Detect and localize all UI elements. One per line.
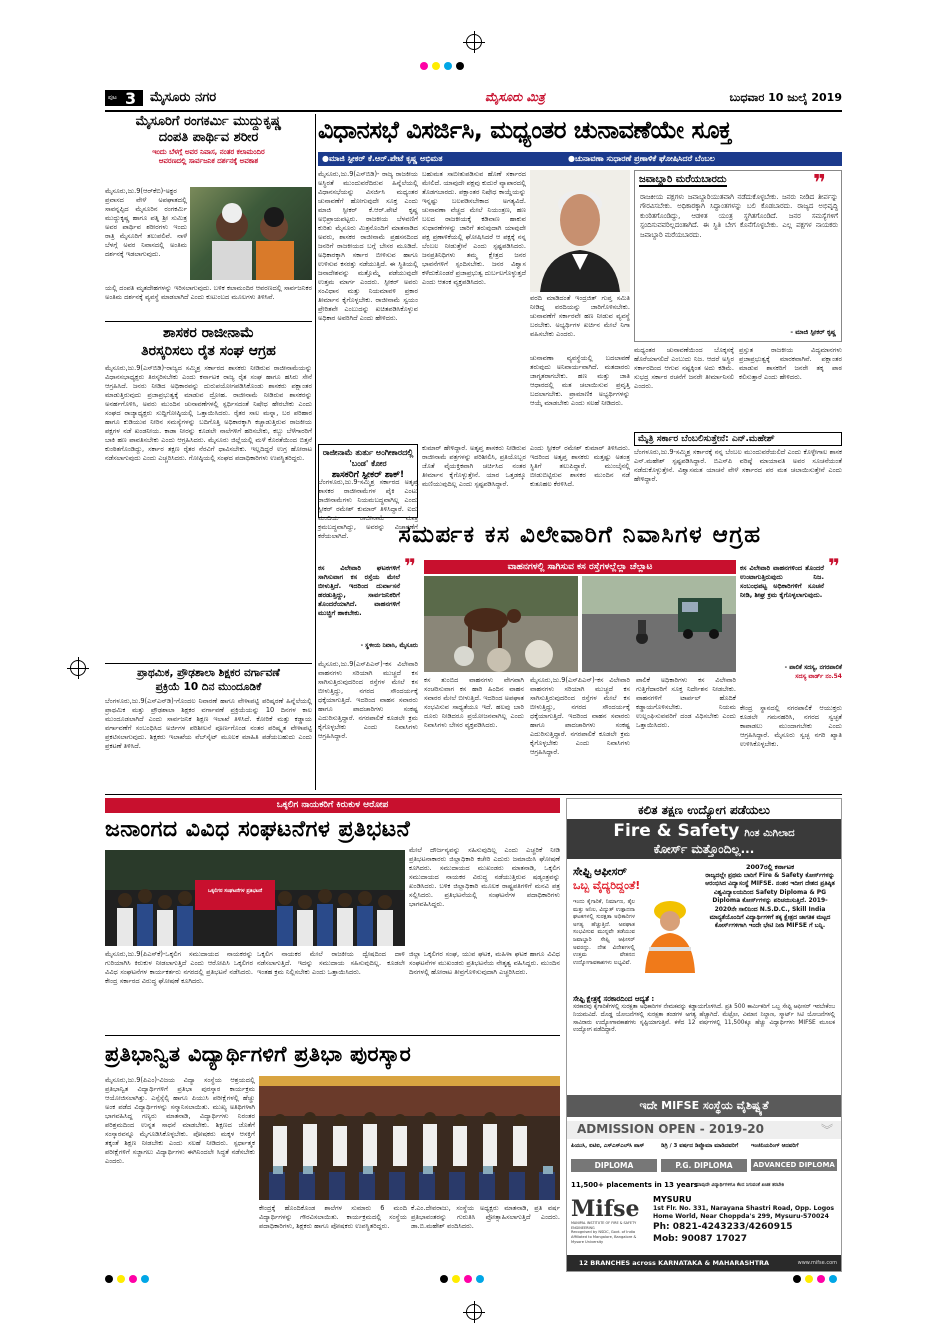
ad-branches: 12 BRANCHES across KARNATAKA & MAHARASHTRA [578, 1259, 770, 1267]
divider [105, 1035, 560, 1036]
ad-safety-officer-image [637, 895, 703, 973]
garbage-photo-left [424, 576, 578, 672]
ad-officer-line-1: ಸೇಫ್ಟಿ ಆಫೀಸರ್ [573, 865, 627, 878]
mahesh-body: ಬೆಂಗಳೂರು,ಜು.9-ಸಮ್ಮಿಶ್ರ ಸರ್ಕಾರಕ್ಕೆ ನನ್ನ ಬೆಂಬಲ ಮುಂದುವರೆಯಲಿದೆ ಎಂದು ಕೊಳ್ಳೇಗಾಲ ಶಾಸಕ ಎನ್.ಮಹೇಶ್ ಸ್ಪಷ್ಟಪಡಿಸಿದ್ದಾರೆ. ಬಿಎಸ್‌ಪಿ ವರಿಷ್ಠೆ ಮಾಯಾವತಿ ಅವರ ಸೂಚನೆಯಂತೆ ನಡೆದುಕೊಳ್ಳುತ್ತೇನೆ. ವಿಶ್ವಾಸಮತ ಯಾಚನೆ ವೇಳೆ ಸರ್ಕಾರದ ಪರ ಮತ ಚಲಾಯಿಸುತ್ತೇನೆ ಎಂದು ಹೇಳಿದ್ದಾರೆ. [634, 448, 842, 483]
ad-course-pg-label: P.G. DIPLOMA [661, 1159, 747, 1172]
teachers-headline-2: ಪ್ರಕ್ರಿಯೆ 10 ದಿನ ಮುಂದೂಡಿಕೆ [155, 681, 262, 693]
lead-sub-2: ●ಚುನಾವಣಾ ಸುಧಾರಣೆ ಪ್ರಣಾಳಿಕೆ ಘೋಷಿಸಿದರೆ ಬೆಂಬಲ [568, 154, 715, 163]
ad-top-line: ಕಲಿತ ತಕ್ಷಣ ಉದ್ಯೋಗ ಪಡೆಯಲು [638, 803, 770, 817]
garbage-story [318, 520, 842, 792]
chevron-down-icon: ︾ [820, 1123, 833, 1137]
farmers-headline-2: ತಿರಸ್ಕರಿಸಲು ರೈತ ಸಂಘ ಆಗ್ರಹ [141, 343, 276, 359]
quote-mark-icon: ❞ [828, 554, 840, 578]
couple-photo-art [190, 187, 312, 280]
quote-box-attribution: - ಮಾಜಿ ಸ್ಪೀಕರ್ ಕೃಷ್ಣ [790, 328, 836, 336]
ad-course-pg-diploma[interactable] [661, 1143, 747, 1177]
mifse-logo [571, 1197, 649, 1251]
page-label: ಪುಟ [108, 94, 117, 101]
color-bar-bottom-mid [440, 1275, 488, 1283]
ad-placements-row [571, 1181, 837, 1193]
teachers-headline-1: ಪ್ರಾಥಮಿಕ, ಪ್ರೌಢಶಾಲಾ ಶಿಕ್ಷಕರ ವರ್ಗಾವಣೆ [137, 667, 280, 679]
obituary-body-2: ಯಲ್ಲಿ ದಂಪತಿ ಮೃತದೇಹಗಳನ್ನು ಇರಿಸಲಾಗುವುದು. ಬಳಿಕ ಕಲಾಮಂದಿರ ಆವರಣದಲ್ಲಿ ಸಾರ್ವಜನಿಕರ ಅಂತಿಮ ದರ್ಶನಕ್ಕೆ ವ್ಯವಸ್ಥೆ ಮಾಡಲಾಗಿದೆ ಎಂದು ಕುಟುಂಬದ ಮೂಲಗಳು ತಿಳಿಸಿವೆ. [105, 284, 312, 301]
mahesh-headline: ಮೈತ್ರಿ ಸರ್ಕಾರ ಬೆಂಬಲಿಸುತ್ತೇನೆ: ಎನ್.ಮಹೇಶ್ [634, 432, 842, 446]
protest-kicker: ಒಕ್ಕಲಿಗ ನಾಯಕರಿಗೆ ಕಿರುಕುಳ ಆರೋಪ [276, 800, 389, 810]
column-rule [315, 114, 316, 790]
ad-course-pg-head: ಡಿಗ್ರಿ / 3 ವರ್ಷದ ಡಿಪ್ಲೊಮಾ ಮಾಡಿದವರಿಗೆ [661, 1143, 739, 1149]
garbage-right-quote-text: ಕಸ ವಿಲೇವಾರಿ ವಾಹನಗಳಿಂದ ತೊಂದರೆ ಉಂಟಾಗುತ್ತಿರುವುದು ನಿಜ. ಸಂಬಂಧಪಟ್ಟ ಅಧಿಕಾರಿಗಳಿಗೆ ಸೂಚನೆ ನೀಡಿ, ಶೀಘ್ರ ಕ್ರಮ ಕೈಗೊಳ್ಳಲಾಗುವುದು. [740, 564, 824, 599]
mifse-logo-note-1: Recognised by NSDC, Govt. of India [571, 1230, 636, 1234]
ad-course-advanced-head: ಇಂಜಿನಿಯರಿಂಗ್ ಆದವರಿಗೆ [751, 1143, 799, 1149]
mahesh-box [634, 432, 842, 518]
ad-right-text: ರಾಜ್ಯದಲ್ಲೇ ಪ್ರಥಮ ಬಾರಿಗೆ Fire & Safety ಕೋರ್ಸ್‌ಗಳನ್ನು ಆರಂಭಿಸಿದ ವಿದ್ಯಾಸಂಸ್ಥೆ MIFSE. ನಂತರ ಇದೀಗ ದೇಶದ ಪ್ರತಿಷ್ಠಿತ ವಿಶ್ವವಿದ್ಯಾಲಯದಿಂದ Safety Diploma & PG Diploma ಕೋರ್ಸ್‌ಗಳನ್ನು ಪರಿಚಯಿಸುತ್ತಿದೆ. 2019-2020ನೇ ಸಾಲಿನಿಂದ N.S.D.C., Skill India ಮಾನ್ಯತೆಯೊಂದಿಗೆ ವಿದ್ಯಾರ್ಥಿಗಳಿಗೆ ತಕ್ಕ ಕ್ಷೇತ್ರದ ಜಾಗತಿಕ ಮಟ್ಟದ ಕೋರ್ಸ್‌ಗಳಿಗಾಗಿ ಇಂದೇ ಭೇಟಿ ನೀಡಿ MIFSE ಗೆ ಬನ್ನಿ. [705, 872, 835, 930]
ad-website[interactable]: www.mifse.com [797, 1260, 837, 1266]
speaker-box-title: ರಾಜೀನಾಮೆ ತುರ್ತು ಅಂಗೀಕಾರದಲ್ಲಿ 'ಬಂಡ' ಕೋರ [322, 448, 414, 468]
obituary-body-1: ಮೈಸೂರು,ಜು.9(ಆರ್‌ಕೆಬಿ)-ಅಕ್ಟರ ಪ್ರವಾಸದ ವೇಳೆ ಅಪಘಾತದಲ್ಲಿ ಸಾವನ್ನಪ್ಪಿದ ಮೈಸೂರಿನ ರಂಗಕರ್ಮಿ ಮುದ್ದುಕೃಷ್ಣ ಹಾಗೂ ಪತ್ನಿ ಶ್ರೀ ಸುಮಿತ್ರ ಅವರ ಪಾರ್ಥಿವ ಶರೀರಗಳು ಇಂದು ರಾತ್ರಿ ಮೈಸೂರಿಗೆ ತಲುಪಲಿವೆ. ನಾಳೆ ಬೆಳಗ್ಗೆ ಅವರ ನಿವಾಸದಲ್ಲಿ ಅಂತಿಮ ದರ್ಶನಕ್ಕೆ ಇಡಲಾಗುವುದು. [105, 187, 187, 258]
garbage-right-quote [740, 554, 842, 700]
ad-headline-row-2: ಕೋರ್ಸ್ ಮತ್ತೊಂದಿಲ್ಲ... [653, 842, 755, 856]
ad-headline-row-1 [567, 821, 841, 841]
garbage-truck-photo-art [582, 576, 736, 672]
ad-admission-text: ADMISSION OPEN - 2019-20 [577, 1122, 764, 1136]
garbage-body-far-right: ಕೇಂದ್ರ ಸ್ಥಾನದಲ್ಲಿ ನಗರಪಾಲಿಕೆ ಆಯುಕ್ತರು ಕೂಡಲೇ ಗಮನಹರಿಸಿ, ನಗರದ ಸ್ವಚ್ಛತೆ ಕಾಪಾಡಲು ಮುಂದಾಗಬೇಕು ಎಂದು ಆಗ್ರಹಿಸಿದ್ದಾರೆ. ಮೈಸೂರು ಸ್ವಚ್ಛ ನಗರಿ ಖ್ಯಾತಿ ಉಳಿಸಿಕೊಳ್ಳಬೇಕು. [740, 704, 842, 748]
award-headline: ಪ್ರತಿಭಾನ್ವಿತ ವಿದ್ಯಾರ್ಥಿಗಳಿಗೆ ಪ್ರತಿಭಾ ಪುರಸ್ಕಾರ [105, 1042, 412, 1066]
ad-headline-band [567, 819, 841, 859]
cow-garbage-photo-art [424, 576, 578, 672]
ad-course-diploma-head: ಪಿಯುಸಿ, ಐಟಿಐ, ಎಸ್ಎಸ್ಎಲ್‌ಸಿ ಪಾಸ್ [571, 1143, 645, 1149]
protest-kicker-bar [105, 798, 560, 813]
ad-phone[interactable]: Ph: 0821-4243233/4260915 [653, 1222, 793, 1232]
award-body-left: ಮೈಸೂರು,ಜು.9(ಪಿಎಂ)-ವಿಜಯ ವಿದ್ಯಾ ಸಂಸ್ಥೆಯ ಆಶ್ರಯದಲ್ಲಿ ಪ್ರತಿಭಾನ್ವಿತ ವಿದ್ಯಾರ್ಥಿಗಳಿಗೆ ಪ್ರತಿಭಾ ಪುರಸ್ಕಾರ ಕಾರ್ಯಕ್ರಮ ಆಯೋಜಿಸಲಾಗಿತ್ತು. ಎಸ್ಸೆಸ್ಸೆಲ್ಸಿ ಹಾಗೂ ಪಿಯುಸಿ ಪರೀಕ್ಷೆಗಳಲ್ಲಿ ಹೆಚ್ಚು ಅಂಕ ಪಡೆದ ವಿದ್ಯಾರ್ಥಿಗಳನ್ನು ಸನ್ಮಾನಿಸಲಾಯಿತು. ಮುಖ್ಯ ಅತಿಥಿಗಳಾಗಿ ಭಾಗವಹಿಸಿದ್ದ ಗಣ್ಯರು ಮಾತನಾಡಿ, ವಿದ್ಯಾರ್ಥಿಗಳು ನಿರಂತರ ಪರಿಶ್ರಮದಿಂದ ಉನ್ನತ ಸಾಧನೆ ಮಾಡಬೇಕು. ಶಿಕ್ಷಣದ ಜೊತೆಗೆ ಸಂಸ್ಕಾರವನ್ನೂ ಮೈಗೂಡಿಸಿಕೊಳ್ಳಬೇಕು. ಪೋಷಕರು ಮಕ್ಕಳ ಆಸಕ್ತಿಗೆ ತಕ್ಕಂತೆ ಶಿಕ್ಷಣ ನೀಡಬೇಕು ಎಂದು ಸಲಹೆ ನೀಡಿದರು. ಸ್ಪರ್ಧಾತ್ಮಕ ಪರೀಕ್ಷೆಗಳಿಗೆ ಸಜ್ಜಾಗಲು ವಿದ್ಯಾರ್ಥಿಗಳು ಈಗಿನಿಂದಲೇ ಸಿದ್ಧತೆ ನಡೆಸಬೇಕು ಎಂದರು. [105, 1076, 255, 1165]
page-number-badge [105, 90, 143, 106]
quote-mark-icon: ❞ [813, 171, 826, 196]
ad-address-2: Home World, Near Choppda's 299, Mysuru-570024 [653, 1213, 829, 1220]
safety-officer-art [637, 895, 703, 973]
garbage-headline: ಸಮರ್ಪಕ ಕಸ ವಿಲೇವಾರಿಗೆ ನಿವಾಸಿಗಳ ಆಗ್ರಹ [398, 522, 762, 548]
divider [105, 321, 312, 322]
quote-box [634, 170, 842, 342]
lead-photo-caption: ವರದಿ ಮಾಡಿದಂತೆ ಇಂದ್ರಜಿತ್ ಗುಪ್ತ ಸಮಿತಿ ನೀಡಿದ್ದ ವರದಿಯನ್ನು ಜಾರಿಗೊಳಿಸಬೇಕು. ಚುನಾವಣೆಗೆ ಸರ್ಕಾರವೇ ಹಣ ನೀಡುವ ವ್ಯವಸ್ಥೆ ಬರಬೇಕು. ಅಭ್ಯರ್ಥಿಗಳ ಖರ್ಚಿನ ಮೇಲೆ ನಿಗಾ ವಹಿಸಬೇಕು ಎಂದರು. [530, 294, 630, 338]
protest-headline: ಜನಾಂಗದ ವಿವಿಧ ಸಂಘಟನೆಗಳ ಪ್ರತಿಭಟನೆ [105, 817, 411, 842]
ad-course-diploma-label: DIPLOMA [571, 1159, 657, 1172]
speaker-box-sub: ಶಾಸಕರಿಗೆ ಸ್ಪೀಕರ್ ಶಾಕ್! [331, 470, 405, 480]
ad-mobile[interactable]: Mob: 90087 17027 [653, 1234, 748, 1244]
ad-feature-banner-text: ಇದೇ MIFSE ಸಂಸ್ಥೆಯ ವೈಶಿಷ್ಟ್ಯತೆ [639, 1099, 769, 1112]
garbage-right-quote-attr-2: ಸದಸ್ಯ ವಾರ್ಡ್ ನಂ.54 [795, 673, 842, 680]
protest-body-mid: ಒಕ್ಕಲಿಗ ನಾಯಕರ ಮೇಲೆ ರಾಜಕೀಯ ದ್ವೇಷದಿಂದ ದಾಳಿ ನಡೆಸಲಾಗುತ್ತಿದೆ. ಇದನ್ನು ಸಮುದಾಯ ಸಹಿಸುವುದಿಲ್ಲ. ಕೂಡಲೇ ಇಂತಹ ಕ್ರಮ ನಿಲ್ಲಿಸಬೇಕು ಎಂದು ಒತ್ತಾಯಿಸಿದರು. [257, 950, 405, 976]
quote-box-text: ರಾಜಕೀಯ ಪಕ್ಷಗಳು ಜವಾಬ್ದಾರಿಯುತವಾಗಿ ನಡೆದುಕೊಳ್ಳಬೇಕು. ಜನರು ನೀಡಿದ ತೀರ್ಪನ್ನು ಗೌರವಿಸಬೇಕು. ಅಧಿಕಾರಕ್ಕಾಗಿ ಸಿದ್ಧಾಂತಗಳನ್ನು ಬಲಿ ಕೊಡಬಾರದು. ರಾಜ್ಯದ ಅಭಿವೃದ್ಧಿ ಕುಂಠಿತಗೊಂಡಿದ್ದು, ಆಡಳಿತ ಯಂತ್ರ ಸ್ಥಗಿತಗೊಂಡಿದೆ. ಜನರ ಸಮಸ್ಯೆಗಳಿಗೆ ಸ್ಪಂದಿಸುವವರಿಲ್ಲದಂತಾಗಿದೆ. ಈ ಸ್ಥಿತಿ ಬೇಗ ಕೊನೆಗೊಳ್ಳಬೇಕು. ಎಲ್ಲ ಪಕ್ಷಗಳ ನಾಯಕರು ಜವಾಬ್ದಾರಿ ಮರೆಯಬಾರದು. [640, 193, 838, 239]
masthead-rule [105, 110, 842, 112]
ad-right-panel [705, 863, 835, 993]
speaker-portrait [530, 170, 630, 292]
garbage-photo-banner [424, 560, 736, 574]
lead-headline: ವಿಧಾನಸಭೆ ವಿಸರ್ಜಿಸಿ, ಮಧ್ಯಂತರ ಚುನಾವಣೆಯೇ ಸೂಕ್ತ [318, 116, 732, 144]
teachers-story [105, 666, 312, 792]
ad-city: MYSURU [653, 1195, 692, 1204]
obituary-sub-1: ಇಂದು ಬೆಳಗ್ಗೆ ಅವರ ನಿವಾಸ, ನಂತರ ಕಲಾಮಂದಿರ [152, 148, 265, 156]
ad-admission-bar[interactable] [567, 1121, 841, 1139]
protest-banner-text: ಒಕ್ಕಲಿಗರ ಸಂಘಟನೆಗಳ ಪ್ರತಿಭಟನೆ [207, 888, 263, 894]
quote-box-label: ಜವಾಬ್ದಾರಿ ಮರೆಯಬಾರದು [639, 174, 727, 185]
ad-right-head: 2007ರಲ್ಲಿ ಕರ್ನಾಟಕ [745, 863, 795, 871]
issue-date: ಬುಧವಾರ 10 ಜುಲೈ 2019 [729, 91, 842, 104]
page-number: 3 [125, 89, 137, 108]
award-photo-art [259, 1076, 560, 1200]
lead-col-4: ಮಧ್ಯಂತರ ಚುನಾವಣೆಯಿಂದ ಬೊಕ್ಕಸಕ್ಕೆ ಹೊರೆಯಾಗಲಿದೆ ಎಂಬುದು ನಿಜ. ಆದರೆ ಅಸ್ಥಿರ ಸರ್ಕಾರದಿಂದ ಆಗುವ ನಷ್ಟಕ್ಕಿಂತ ಅದು ಕಡಿಮೆ. ಸುಭದ್ರ ಸರ್ಕಾರ ರಚನೆಗೆ ಜನರೇ ತೀರ್ಮಾನಿಸಲಿ ಎಂದರು. [634, 346, 734, 390]
protest-body-top: ಮೇಲೆ ದೌರ್ಜನ್ಯವನ್ನು ಸಹಿಸುವುದಿಲ್ಲ ಎಂದು ಎಚ್ಚರಿಕೆ ನೀಡಿ ಪ್ರತಿಭಟನಾಕಾರರು ಜಿಲ್ಲಾಧಿಕಾರಿ ಕಚೇರಿ ಎದುರು ಜಮಾಯಿಸಿ ಘೋಷಣೆ ಕೂಗಿದರು. ಸಮುದಾಯದ ಮುಖಂಡರು ಮಾತನಾಡಿ, ಒಕ್ಕಲಿಗ ಸಮುದಾಯದ ನಾಯಕರ ವಿರುದ್ಧ ನಡೆಯುತ್ತಿರುವ ಷಡ್ಯಂತ್ರವನ್ನು ಖಂಡಿಸಿದರು. ಬಳಿಕ ಜಿಲ್ಲಾಧಿಕಾರಿ ಮೂಲಕ ರಾಷ್ಟ್ರಪತಿಗಳಿಗೆ ಮನವಿ ಪತ್ರ ಸಲ್ಲಿಸಿದರು. ಪ್ರತಿಭಟನೆಯಲ್ಲಿ ಸಂಘಟನೆಗಳ ಪದಾಧಿಕಾರಿಗಳು ಭಾಗವಹಿಸಿದ್ದರು. [409, 846, 560, 908]
award-photo [259, 1076, 560, 1200]
award-story [105, 1038, 560, 1270]
protest-body-left: ಮೈಸೂರು,ಜು.9(ಪಿಎಸ್‌ಕೆ)-ಒಕ್ಕಲಿಗ ಸಮುದಾಯದ ನಾಯಕರನ್ನು ಗುರಿಯಾಗಿಸಿ ಕಿರುಕುಳ ನೀಡಲಾಗುತ್ತಿದೆ ಎಂದು ಆರೋಪಿಸಿ ಒಕ್ಕಲಿಗರ ವಿವಿಧ ಸಂಘಟನೆಗಳ ಕಾರ್ಯಕರ್ತರು ನಗರದಲ್ಲಿ ಪ್ರತಿಭಟನೆ ನಡೆಸಿದರು. ಕೇಂದ್ರ ಸರ್ಕಾರದ ವಿರುದ್ಧ ಘೋಷಣೆ ಕೂಗಿದರು. [105, 950, 253, 985]
farmers-body: ಮೈಸೂರು,ಜು.9(ಎಸ್‌ಬಿಡಿ)-ರಾಜ್ಯದ ಸಮ್ಮಿಶ್ರ ಸರ್ಕಾರದ ಶಾಸಕರು ನೀಡಿರುವ ರಾಜೀನಾಮೆಯನ್ನು ವಿಧಾನಸಭಾಧ್ಯಕ್ಷರು ತಿರಸ್ಕರಿಸಬೇಕು ಎಂದು ಕರ್ನಾಟಕ ರಾಜ್ಯ ರೈತ ಸಂಘ ಹಾಗೂ ಹಸಿರು ಸೇನೆ ಆಗ್ರಹಿಸಿದೆ. ಜನರು ನೀಡಿದ ಅಧಿಕಾರವನ್ನು ದುರುಪಯೋಗಪಡಿಸಿಕೊಂಡು ಶಾಸಕರು ಪಕ್ಷಾಂತರ ಮಾಡುತ್ತಿರುವುದು ಪ್ರಜಾಪ್ರಭುತ್ವಕ್ಕೆ ಮಾಡುವ ದ್ರೋಹ. ರಾಜೀನಾಮೆ ನೀಡಿರುವ ಶಾಸಕರನ್ನು ಅನರ್ಹಗೊಳಿಸಿ, ಅವರು ಮುಂದಿನ ಚುನಾವಣೆಗಳಲ್ಲಿ ಸ್ಪರ್ಧಿಸದಂತೆ ನಿಷೇಧ ಹೇರಬೇಕು ಎಂದು ಸಂಘದ ರಾಜ್ಯಾಧ್ಯಕ್ಷರು ಸುದ್ದಿಗೋಷ್ಠಿಯಲ್ಲಿ ಒತ್ತಾಯಿಸಿದರು. ರೈತರ ಸಾಲ ಮನ್ನಾ, ಬರ ಪರಿಹಾರ ಹಾಗೂ ಕುಡಿಯುವ ನೀರಿನ ಸಮಸ್ಯೆಗಳನ್ನು ಬದಿಗೊತ್ತಿ ಅಧಿಕಾರಕ್ಕಾಗಿ ಕಚ್ಚಾಡುತ್ತಿರುವ ರಾಜಕೀಯ ಪಕ್ಷಗಳ ನಡೆ ಖಂಡನೀಯ. ಕಾಡಾ ನೀರನ್ನು ಕೂಡಲೇ ನಾಲೆಗಳಿಗೆ ಹರಿಸಬೇಕು, ಕಬ್ಬು ಬೆಳೆಗಾರರಿಗೆ ಬಾಕಿ ಹಣ ಪಾವತಿಸಬೇಕು ಎಂದು ಆಗ್ರಹಿಸಿದರು. ಮೈಸೂರು ಜಿಲ್ಲೆಯಲ್ಲಿ ಮಳೆ ಕೊರತೆಯಿಂದ ಬಿತ್ತನೆ ಕುಂಠಿತಗೊಂಡಿದ್ದು, ಸರ್ಕಾರ ತಕ್ಷಣ ರೈತರ ನೆರವಿಗೆ ಧಾವಿಸಬೇಕು. ಇಲ್ಲದಿದ್ದರೆ ಉಗ್ರ ಹೋರಾಟ ನಡೆಸಲಾಗುವುದು ಎಂದು ಎಚ್ಚರಿಸಿದರು. ಗೋಷ್ಠಿಯಲ್ಲಿ ಸಂಘದ ಪದಾಧಿಕಾರಿಗಳು ಉಪಸ್ಥಿತರಿದ್ದರು. [105, 364, 312, 462]
section-title: ಮೈಸೂರು ನಗರ [150, 90, 217, 105]
ad-course-advanced-diploma[interactable] [751, 1143, 837, 1177]
speaker-box-body-visible: ಬೆಂಗಳೂರು,ಜು.9-ಸಮ್ಮಿಶ್ರ ಸರ್ಕಾರದ ಅತೃಪ್ತ ಶಾಸಕರ ರಾಜೀನಾಮೆಗಳ ಪೈಕಿ ಎಂಟು ರಾಜೀನಾಮೆಗಳು ನಿಯಮಬದ್ಧವಾಗಿಲ್ಲ ಎಂದು ಸ್ಪೀಕರ್ ರಮೇಶ್ ಕುಮಾರ್ ತಿಳಿಸಿದ್ದಾರೆ. ಐದು ಮಂದಿಯ ರಾಜೀನಾಮೆ ಮಾತ್ರ ಕ್ರಮಬದ್ಧವಾಗಿದ್ದು, ಅವರನ್ನು ವಿಚಾರಣೆಗೆ ಕರೆಯಲಾಗಿದೆ. [318, 478, 418, 540]
color-bar-bottom-right [793, 1275, 841, 1283]
farmers-story [105, 324, 312, 662]
mifse-logo-sub: MANIPAL INSTITUTE OF FIRE & SAFETY ENGINEERING [571, 1221, 637, 1230]
ad-left-text: ಇಂದು ಕೈಗಾರಿಕೆ, ನಿರ್ಮಾಣ, ತೈಲ ಮತ್ತು ಅನಿಲ, ವಿದ್ಯುತ್ ಉತ್ಪಾದನಾ ಘಟಕಗಳಲ್ಲಿ ಸುರಕ್ಷತಾ ಅಧಿಕಾರಿಗಳ ಅಗತ್ಯ ಹೆಚ್ಚುತ್ತಿದೆ. ಅಪಘಾತ ಸಂಭವಿಸುವ ಮುನ್ನವೇ ತಡೆಯುವ ಜವಾಬ್ದಾರಿ ಸೇಫ್ಟಿ ಆಫೀಸರ್ ಅವರದ್ದು. ದೇಶ ವಿದೇಶಗಳಲ್ಲಿ ಉತ್ತಮ ವೇತನದ ಉದ್ಯೋಗಾವಕಾಶಗಳು ಲಭ್ಯವಿವೆ. [573, 899, 635, 966]
ad-branches-bar [567, 1255, 841, 1271]
obituary-headline-2: ದಂಪತಿ ಪಾರ್ಥಿವ ಶರೀರ [158, 130, 259, 145]
lead-sub-bar [318, 152, 842, 166]
paper-name: ಮೈಸೂರು ಮಿತ್ರ [485, 90, 545, 104]
color-bar-top [420, 62, 500, 70]
mifse-logo-note-2: Affiliated to Mangalore, Bangalore & Mysore University [571, 1235, 637, 1244]
masthead [105, 88, 842, 108]
ad-feature-head: ಸೇಫ್ಟಿ ಕ್ಷೇತ್ರಕ್ಕೆ ಸರಕಾರದಿಂದ ಆದ್ಯತೆ : [573, 995, 655, 1003]
divider [105, 663, 312, 664]
mifse-advertisement[interactable] [566, 798, 842, 1272]
garbage-body-left: ಮೈಸೂರು,ಜು.9(ಎಸ್‌ಪಿಎನ್)-ಕಸ ವಿಲೇವಾರಿ ವಾಹನಗಳು ಸರಿಯಾಗಿ ಮುಚ್ಚದೆ ಕಸ ಸಾಗಿಸುತ್ತಿರುವುದರಿಂದ ರಸ್ತೆಗಳ ಮೇಲೆ ಕಸ ಬೀಳುತ್ತಿದ್ದು, ನಗರದ ಸೌಂದರ್ಯಕ್ಕೆ ಧಕ್ಕೆಯಾಗುತ್ತಿದೆ. ಇದರಿಂದ ವಾಹನ ಸವಾರರು ಹಾಗೂ ಪಾದಚಾರಿಗಳು ಸಂಕಷ್ಟ ಎದುರಿಸುತ್ತಿದ್ದಾರೆ. ನಗರಪಾಲಿಕೆ ಕೂಡಲೇ ಕ್ರಮ ಕೈಗೊಳ್ಳಬೇಕು ಎಂದು ನಿವಾಸಿಗಳು ಆಗ್ರಹಿಸಿದ್ದಾರೆ. [318, 660, 418, 740]
garbage-left-quote-text: ಕಸ ವಿಲೇವಾರಿ ಘಟಕಗಳಿಗೆ ಸಾಗಿಸುವಾಗ ಕಸ ರಸ್ತೆಯ ಮೇಲೆ ಬೀಳುತ್ತಿದೆ. ಇದರಿಂದ ದುರ್ವಾಸನೆ ಹರಡುತ್ತಿದ್ದು, ಸಾರ್ವಜನಿಕರಿಗೆ ತೊಂದರೆಯಾಗಿದೆ. ವಾಹನಗಳಿಗೆ ಮುಚ್ಚಿಗೆ ಹಾಕಬೇಕು. [318, 564, 400, 617]
lead-col-7: ಎಂದು ಸ್ಪೀಕರ್ ರಮೇಶ್ ಕುಮಾರ್ ತಿಳಿಸಿದರು. ಇದರಿಂದ ಅತೃಪ್ತ ಶಾಸಕರು ಮತ್ತಷ್ಟು ಅತಂತ್ರ ಸ್ಥಿತಿಗೆ ತಲುಪಿದ್ದಾರೆ. ಮುಂಬೈನಲ್ಲಿ ಬೀಡುಬಿಟ್ಟಿರುವ ಶಾಸಕರ ಮುಂದಿನ ನಡೆ ಕುತೂಹಲ ಕೆರಳಿಸಿದೆ. [530, 444, 630, 488]
protest-photo-art [105, 850, 405, 946]
obituary-story [105, 114, 312, 320]
garbage-body-mid: ಕಸ ತುಂಬಿದ ವಾಹನಗಳು ವೇಗವಾಗಿ ಸಂಚರಿಸುವಾಗ ಕಸ ಹಾರಿ ಹಿಂದಿನ ವಾಹನ ಸವಾರರ ಮೇಲೆ ಬೀಳುತ್ತಿದೆ. ಇದರಿಂದ ಅಪಘಾತ ಸಂಭವಿಸುವ ಸಾಧ್ಯತೆಯೂ ಇದೆ. ಹಲವು ಬಾರಿ ದೂರು ನೀಡಿದರೂ ಪ್ರಯೋಜನವಾಗಿಲ್ಲ ಎಂದು ನಿವಾಸಿಗಳು ಬೇಸರ ವ್ಯಕ್ತಪಡಿಸಿದರು. [424, 676, 524, 729]
lead-col-5: ಪ್ರಸ್ತುತ ರಾಜಕೀಯ ವಿದ್ಯಮಾನಗಳು ಪ್ರಜಾಪ್ರಭುತ್ವಕ್ಕೆ ಮಾರಕವಾಗಿವೆ. ಪಕ್ಷಾಂತರ ಮಾಡುವ ಶಾಸಕರಿಗೆ ಜನರೇ ತಕ್ಕ ಪಾಠ ಕಲಿಸುತ್ತಾರೆ ಎಂದು ಹೇಳಿದರು. [739, 346, 842, 381]
ad-feature-text: ಸರಕಾರವು ಕೈಗಾರಿಕೆಗಳಲ್ಲಿ ಸುರಕ್ಷತಾ ಅಧಿಕಾರಿಗಳ ನೇಮಕವನ್ನು ಕಡ್ಡಾಯಗೊಳಿಸಿದೆ. ಪ್ರತಿ 500 ಕಾರ್ಮಿಕರಿಗೆ ಒಬ್ಬ ಸೇಫ್ಟಿ ಆಫೀಸರ್ ಇರಬೇಕೆಂಬ ನಿಯಮವಿದೆ. ದೊಡ್ಡ ಯೋಜನೆಗಳಲ್ಲಿ ಸುರಕ್ಷತಾ ತಂಡಗಳ ಅಗತ್ಯ ಹೆಚ್ಚಾಗಿದೆ. ಮೆಟ್ರೋ, ವಿಮಾನ ನಿಲ್ದಾಣ, ಸ್ಮಾರ್ಟ್ ಸಿಟಿ ಯೋಜನೆಗಳಲ್ಲಿ ಸಾವಿರಾರು ಉದ್ಯೋಗಾವಕಾಶಗಳು ಸೃಷ್ಟಿಯಾಗುತ್ತಿವೆ. ಕಳೆದ 12 ವರ್ಷಗಳಲ್ಲಿ 11,500ಕ್ಕೂ ಹೆಚ್ಚು ವಿದ್ಯಾರ್ಥಿಗಳು MIFSE ಮೂಲಕ ಉದ್ಯೋಗ ಪಡೆದಿದ್ದಾರೆ. [573, 1004, 835, 1034]
registration-mark [70, 660, 86, 676]
ad-feature-block [573, 995, 835, 1093]
farmers-headline-1: ಶಾಸಕರ ರಾಜೀನಾಮೆ [162, 325, 255, 341]
ad-address-block [653, 1195, 837, 1253]
quote-mark-icon: ❞ [404, 554, 416, 578]
couple-photo [190, 187, 312, 280]
registration-mark [466, 34, 482, 50]
teachers-body: ಬೆಂಗಳೂರು,ಜು.9(ಎಸ್‌ಎನ್‌ಡಿ)-ಗೊಂದಲ ನಿವಾರಣೆ ಹಾಗೂ ವೇಳಾಪಟ್ಟಿ ಪರಿಷ್ಕರಣೆ ಹಿನ್ನೆಲೆಯಲ್ಲಿ ಪ್ರಾಥಮಿಕ ಮತ್ತು ಪ್ರೌಢಶಾಲಾ ಶಿಕ್ಷಕರ ವರ್ಗಾವಣೆ ಪ್ರಕ್ರಿಯೆಯನ್ನು 10 ದಿನಗಳ ಕಾಲ ಮುಂದೂಡಲಾಗಿದೆ ಎಂದು ಸಾರ್ವಜನಿಕ ಶಿಕ್ಷಣ ಇಲಾಖೆ ತಿಳಿಸಿದೆ. ಕೋರಿಕೆ ಮತ್ತು ಕಡ್ಡಾಯ ವರ್ಗಾವಣೆಗೆ ಸಂಬಂಧಿಸಿದ ಅರ್ಜಿಗಳ ಪರಿಶೀಲನೆ ಪೂರ್ಣಗೊಂಡ ನಂತರ ಪರಿಷ್ಕೃತ ವೇಳಾಪಟ್ಟಿ ಪ್ರಕಟಿಸಲಾಗುವುದು. ಶಿಕ್ಷಕರು ಇಲಾಖೆಯ ವೆಬ್‌ಸೈಟ್ ಮೂಲಕ ಮಾಹಿತಿ ಪಡೆಯಬಹುದು ಎಂದು ಪ್ರಕಟಣೆ ತಿಳಿಸಿದೆ. [105, 697, 312, 750]
ad-course-advanced-label: ADVANCED DIPLOMA [751, 1159, 837, 1171]
garbage-photo-right [582, 576, 736, 672]
color-bar-bottom-left [105, 1275, 153, 1283]
lead-col-3: ಚುನಾವಣಾ ವ್ಯವಸ್ಥೆಯಲ್ಲಿ ಬದಲಾವಣೆ ತರುವುದು ಅನಿವಾರ್ಯವಾಗಿದೆ. ಮತದಾರರು ಜಾಗೃತರಾಗಬೇಕು. ಹಣ ಮತ್ತು ಜಾತಿ ಆಧಾರದಲ್ಲಿ ಮತ ಚಲಾಯಿಸುವ ಪ್ರವೃತ್ತಿ ಬದಲಾಗಬೇಕು. ಪ್ರಾಮಾಣಿಕ ಅಭ್ಯರ್ಥಿಗಳನ್ನು ಆಯ್ಕೆ ಮಾಡಬೇಕು ಎಂದು ಸಲಹೆ ನೀಡಿದರು. [530, 354, 630, 407]
speaker-portrait-art [530, 170, 630, 292]
award-body-mid: ಕೇಂದ್ರಕ್ಕೆ ಹೊಂದಿಕೊಂಡ ಶಾಲೆಗಳ ಸುಮಾರು 6 ಮಂದಿ ವಿದ್ಯಾರ್ಥಿಗಳನ್ನು ಗೌರವಿಸಲಾಯಿತು. ಕಾರ್ಯಕ್ರಮದಲ್ಲಿ ಸಂಸ್ಥೆಯ ಪದಾಧಿಕಾರಿಗಳು, ಶಿಕ್ಷಕರು ಹಾಗೂ ಪೋಷಕರು ಉಪಸ್ಥಿತರಿದ್ದರು. [259, 1204, 407, 1230]
registration-mark [466, 1304, 482, 1320]
ad-fire-safety-suffix: ಗಿಂತ ಮಿಗಿಲಾದ [744, 828, 795, 839]
ad-placements-note: ಯಾವುದೇ ವಿದ್ಯಾರ್ಥಿಗಳಿಗೂ ಕೆಲಸ ಸಿಗುವಂತೆ ಖಚಿತ ತರಬೇತಿ [695, 1183, 785, 1188]
garbage-body-mid-2: ಮೈಸೂರು,ಜು.9(ಎಸ್‌ಪಿಎನ್)-ಕಸ ವಿಲೇವಾರಿ ವಾಹನಗಳು ಸರಿಯಾಗಿ ಮುಚ್ಚದೆ ಕಸ ಸಾಗಿಸುತ್ತಿರುವುದರಿಂದ ರಸ್ತೆಗಳ ಮೇಲೆ ಕಸ ಬೀಳುತ್ತಿದ್ದು, ನಗರದ ಸೌಂದರ್ಯಕ್ಕೆ ಧಕ್ಕೆಯಾಗುತ್ತಿದೆ. ಇದರಿಂದ ವಾಹನ ಸವಾರರು ಹಾಗೂ ಪಾದಚಾರಿಗಳು ಸಂಕಷ್ಟ ಎದುರಿಸುತ್ತಿದ್ದಾರೆ. ನಗರಪಾಲಿಕೆ ಕೂಡಲೇ ಕ್ರಮ ಕೈಗೊಳ್ಳಬೇಕು ಎಂದು ನಿವಾಸಿಗಳು ಆಗ್ರಹಿಸಿದ್ದಾರೆ. [530, 676, 630, 756]
garbage-left-quote-attr: - ಸ್ಥಳೀಯ ನಿವಾಸಿ, ಮೈಸೂರು [360, 642, 418, 649]
ad-address-1: 1st Flr. No. 331, Narayana Shastri Road, Opp. Logos [653, 1205, 835, 1212]
lead-sub-1: ●ಮಾಜಿ ಸ್ಪೀಕರ್ ಕೆ.ಆರ್.ಪೇಟೆ ಕೃಷ್ಣ ಅಭಿಮತ [322, 154, 443, 163]
garbage-body-right: ಪಾಲಿಕೆ ಅಧಿಕಾರಿಗಳು ಕಸ ವಿಲೇವಾರಿ ಗುತ್ತಿಗೆದಾರರಿಗೆ ಸೂಕ್ತ ನಿರ್ದೇಶನ ನೀಡಬೇಕು. ವಾಹನಗಳಿಗೆ ಟಾರ್ಪಲ್ ಹೊದಿಕೆ ಕಡ್ಡಾಯಗೊಳಿಸಬೇಕು. ನಿಯಮ ಉಲ್ಲಂಘಿಸುವವರಿಗೆ ದಂಡ ವಿಧಿಸಬೇಕು ಎಂದು ಒತ್ತಾಯಿಸಿದರು. [636, 676, 736, 729]
protest-story [105, 798, 560, 1034]
mifse-logo-text: Mifse [571, 1196, 640, 1222]
divider [105, 794, 842, 795]
protest-body-right: ಜಿಲ್ಲಾ ಒಕ್ಕಲಿಗರ ಸಂಘ, ಯುವ ಘಟಕ, ಮಹಿಳಾ ಘಟಕ ಹಾಗೂ ವಿವಿಧ ಸಂಘಟನೆಗಳ ಮುಖಂಡರು ಪ್ರತಿಭಟನೆಯ ನೇತೃತ್ವ ವಹಿಸಿದ್ದರು. ಮುಂದಿನ ದಿನಗಳಲ್ಲಿ ಹೋರಾಟ ತೀವ್ರಗೊಳಿಸುವುದಾಗಿ ಎಚ್ಚರಿಸಿದರು. [409, 950, 560, 976]
garbage-left-quote [318, 554, 418, 656]
protest-photo [105, 850, 405, 946]
ad-placements: 11,500+ placements in 13 years [571, 1181, 698, 1189]
award-body-right: ಕೆ.ಎಂ.ದೇವರಾಜು, ಸಂಸ್ಥೆಯ ಅಧ್ಯಕ್ಷರು ಮಾತನಾಡಿ, ಪ್ರತಿ ವರ್ಷ ಪ್ರತಿಭಾವಂತರನ್ನು ಗುರುತಿಸಿ ಪ್ರೋತ್ಸಾಹಿಸಲಾಗುತ್ತಿದೆ ಎಂದರು. ಡಾ.ಬಿ.ಮಹೇಶ್ ವಂದಿಸಿದರು. [411, 1204, 560, 1230]
garbage-right-quote-attr: - ಪಾಲಿಕೆ ಸದಸ್ಯ, ನಗರಪಾಲಿಕೆ [784, 664, 842, 671]
garbage-photo-banner-text: ವಾಹನಗಳಲ್ಲಿ ಸಾಗಿಸುವ ಕಸ ರಸ್ತೆಗಳಲ್ಲೆಲ್ಲಾ ಚೆಲ್ಲಾಟ [507, 562, 653, 572]
ad-footer [571, 1195, 837, 1253]
ad-course-diploma[interactable] [571, 1143, 657, 1177]
ad-fire-safety: Fire & Safety [613, 821, 740, 841]
ad-officer-line-2: ಒಬ್ಬ ವೈದ್ಯರಿದ್ದಂತೆ! [573, 879, 641, 892]
lead-col-2: ಬಹುಮತ ಸಾಬೀತುಪಡಿಸುವ ಹೊಣೆ ಸರ್ಕಾರದ ಮೇಲಿದೆ. ಯಾವುದೇ ಪಕ್ಷವು ಕುದುರೆ ವ್ಯಾಪಾರದಲ್ಲಿ ತೊಡಗಬಾರದು. ಪಕ್ಷಾಂತರ ನಿಷೇಧ ಕಾಯ್ದೆಯನ್ನು ಇನ್ನಷ್ಟು ಬಲಪಡಿಸಬೇಕಾದ ಅಗತ್ಯವಿದೆ. ಚುನಾವಣಾ ವೆಚ್ಚದ ಮೇಲೆ ನಿಯಂತ್ರಣ, ಹಣ ಬಲದ ರಾಜಕೀಯಕ್ಕೆ ಕಡಿವಾಣ ಹಾಕುವ ಸುಧಾರಣೆಗಳನ್ನು ಜಾರಿಗೆ ತರುವುದಾಗಿ ಯಾವುದೇ ಪಕ್ಷ ಪ್ರಣಾಳಿಕೆಯಲ್ಲಿ ಘೋಷಿಸಿದರೆ ಆ ಪಕ್ಷಕ್ಕೆ ನನ್ನ ಬೆಂಬಲ ನೀಡುತ್ತೇನೆ ಎಂದು ಸ್ಪಷ್ಟಪಡಿಸಿದರು. ಜನಪ್ರತಿನಿಧಿಗಳು ತಮ್ಮ ಕ್ಷೇತ್ರದ ಜನರ ಭಾವನೆಗಳಿಗೆ ಸ್ಪಂದಿಸಬೇಕು. ಜನರ ವಿಶ್ವಾಸ ಕಳೆದುಕೊಂಡರೆ ಪ್ರಜಾಪ್ರಭುತ್ವ ದುರ್ಬಲಗೊಳ್ಳುತ್ತದೆ ಎಂದು ಆತಂಕ ವ್ಯಕ್ತಪಡಿಸಿದರು. [422, 170, 526, 286]
obituary-sub-2: ಆವರಣದಲ್ಲಿ ಸಾರ್ವಜನಿಕ ದರ್ಶನಕ್ಕೆ ಅವಕಾಶ [158, 157, 259, 165]
lead-col-1: ಮೈಸೂರು,ಜು.9(ಎಸ್‌ಬಿಡಿ)- ರಾಜ್ಯ ರಾಜಕೀಯ ಅಸ್ಥಿರತೆ ಮುಂದುವರೆದಿರುವ ಹಿನ್ನೆಲೆಯಲ್ಲಿ ವಿಧಾನಸಭೆಯನ್ನು ವಿಸರ್ಜಿಸಿ ಮಧ್ಯಂತರ ಚುನಾವಣೆಗೆ ಹೋಗುವುದೇ ಸೂಕ್ತ ಎಂದು ಮಾಜಿ ಸ್ಪೀಕರ್ ಕೆ.ಆರ್.ಪೇಟೆ ಕೃಷ್ಣ ಅಭಿಪ್ರಾಯಪಟ್ಟರು. ರಾಜಕೀಯ ಬೆಳವಣಿಗೆ ಕುರಿತು ಮೈಸೂರು ಮಿತ್ರನೊಂದಿಗೆ ಮಾತನಾಡಿದ ಅವರು, ಶಾಸಕರ ರಾಜೀನಾಮೆ ಪ್ರಹಸನದಿಂದ ಜನರಿಗೆ ರಾಜಕೀಯದ ಬಗ್ಗೆ ಬೇಸರ ಮೂಡಿದೆ. ಅಧಿಕಾರಕ್ಕಾಗಿ ಸರ್ಕಾರ ಬೀಳಿಸುವ ಹಾಗೂ ಉಳಿಸುವ ಕಸರತ್ತು ನಡೆಯುತ್ತಿದೆ. ಈ ಸ್ಥಿತಿಯಲ್ಲಿ ಜನಾದೇಶವನ್ನು ಮತ್ತೊಮ್ಮೆ ಪಡೆಯುವುದೇ ಉತ್ತಮ ಮಾರ್ಗ ಎಂದರು. ಸ್ಪೀಕರ್ ಅವರು ಸಂವಿಧಾನ ಮತ್ತು ನಿಯಮಾವಳಿ ಪ್ರಕಾರ ತೀರ್ಮಾನ ಕೈಗೊಳ್ಳಬೇಕು. ರಾಜೀನಾಮೆ ಸ್ವಯಂ ಪ್ರೇರಿತವೇ ಎಂಬುದನ್ನು ಖಚಿತಪಡಿಸಿಕೊಳ್ಳುವ ಅಧಿಕಾರ ಅವರಿಗಿದೆ ಎಂದು ಹೇಳಿದರು. [318, 170, 418, 322]
ad-officer-block [573, 865, 701, 895]
obituary-headline-1: ಮೈಸೂರಿಗೆ ರಂಗಕರ್ಮಿ ಮುದ್ದುಕೃಷ್ಣ [135, 114, 282, 129]
lead-col-6: ಕುಮಾರ್ ಹೇಳಿದ್ದಾರೆ. ಅತೃಪ್ತ ಶಾಸಕರು ನೀಡಿರುವ ರಾಜೀನಾಮೆ ಪತ್ರಗಳನ್ನು ಪರಿಶೀಲಿಸಿ, ಪ್ರತಿಯೊಬ್ಬರ ಜೊತೆ ವೈಯಕ್ತಿಕವಾಗಿ ಚರ್ಚಿಸಿದ ನಂತರ ತೀರ್ಮಾನ ಕೈಗೊಳ್ಳುತ್ತೇನೆ. ಯಾರ ಒತ್ತಡಕ್ಕೂ ಮಣಿಯುವುದಿಲ್ಲ ಎಂದು ಸ್ಪಷ್ಟಪಡಿಸಿದ್ದಾರೆ. [422, 444, 526, 488]
ad-feature-banner [567, 1095, 841, 1117]
